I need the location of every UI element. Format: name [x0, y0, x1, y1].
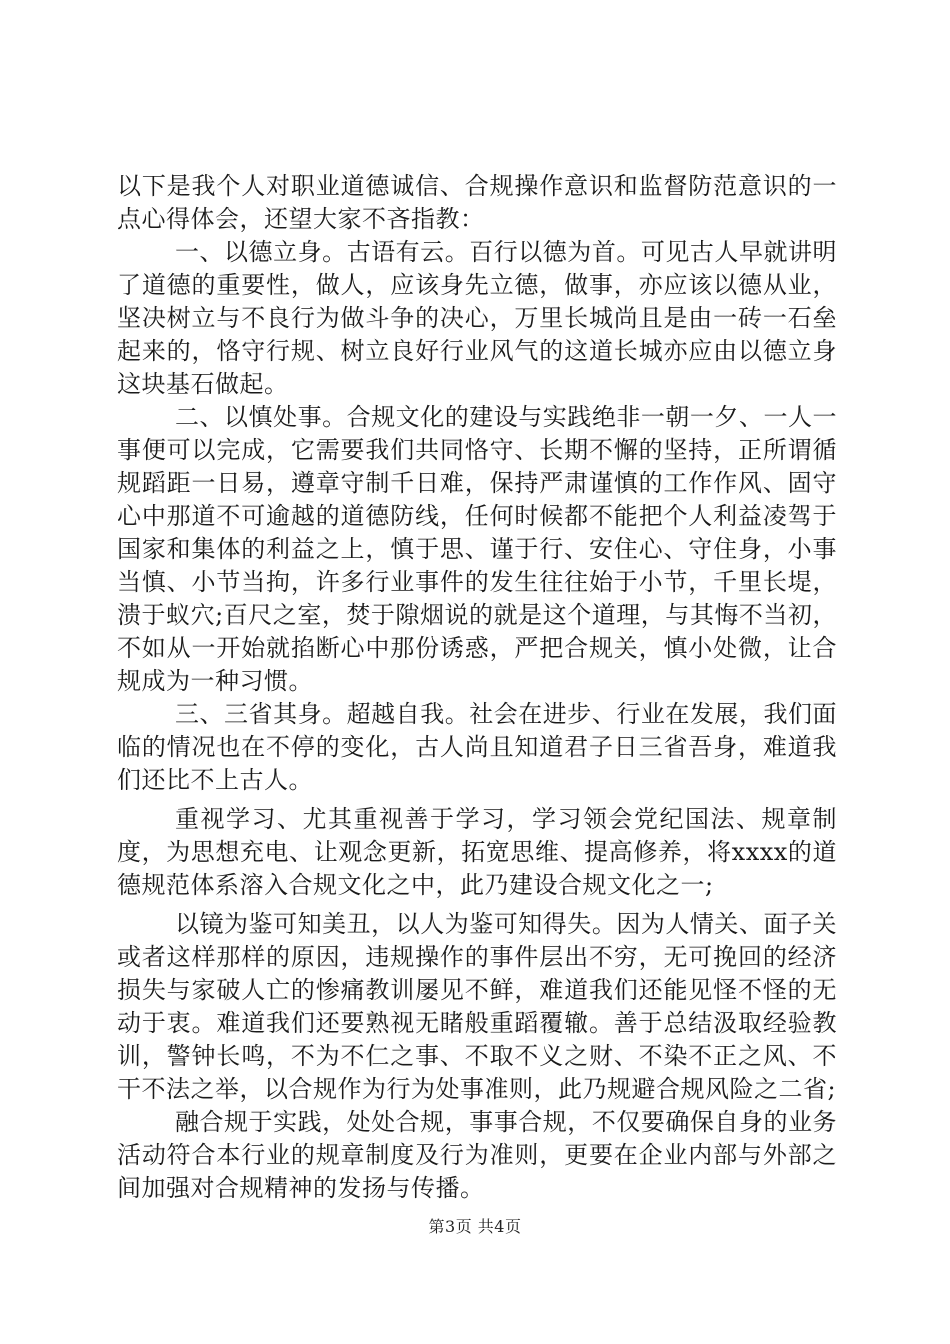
paragraph-intro: 以下是我个人对职业道德诚信、合规操作意识和监督防范意识的一点心得体会，还望大家不吝指教：	[117, 172, 837, 233]
document-body	[117, 170, 837, 1205]
paragraph-mirror: 以镜为鉴可知美丑，以人为鉴可知得失。因为人情关、面子关或者这样那样的原因，违规操作的事件层出不穷，无可挽回的经济损失与家破人亡的惨痛教训屡见不鲜，难道我们还能见怪不怪的无动于衷。难道我们还要熟视无睹般重蹈覆辙。善于总结汲取经验教训，警钟长鸣，不为不仁之事、不取不义之财、不染不正之风、不干不法之举，以合规作为行为处事准则，此乃规避合规风险之二省;	[117, 910, 837, 1103]
paragraph-practice: 融合规于实践，处处合规，事事合规，不仅要确保自身的业务活动符合本行业的规章制度及行为准则，更要在企业内部与外部之间加强对合规精神的发扬与传播。	[117, 1108, 837, 1202]
paragraph-section-three: 三、三省其身。超越自我。社会在进步、行业在发展，我们面临的情况也在不停的变化，古人尚且知道君子日三省吾身，难道我们还比不上古人。	[117, 700, 837, 794]
paragraph-section-one: 一、以德立身。古语有云。百行以德为首。可见古人早就讲明了道德的重要性，做人，应该身先立德，做事，亦应该以德从业，坚决树立与不良行为做斗争的决心，万里长城尚且是由一砖一石垒起来的，恪守行规、树立良好行业风气的这道长城亦应由以德立身这块基石做起。	[117, 238, 837, 398]
paragraph-study: 重视学习、尤其重视善于学习，学习领会党纪国法、规章制度，为思想充电、让观念更新，拓宽思维、提高修养，将xxxx的道德规范体系溶入合规文化之中，此乃建设合规文化之一;	[117, 805, 837, 899]
page-number-footer: 第3页 共4页	[428, 1217, 522, 1236]
paragraph-section-two: 二、以慎处事。合规文化的建设与实践绝非一朝一夕、一人一事便可以完成，它需要我们共同恪守、长期不懈的坚持，正所谓循规蹈距一日易，遵章守制千日难，保持严肃谨慎的工作作风、固守心中那道不可逾越的道德防线，任何时候都不能把个人利益凌驾于国家和集体的利益之上，慎于思、谨于行、安住心、守住身，小事当慎、小节当拘，许多行业事件的发生往往始于小节，千里长堤，溃于蚁穴;百尺之室，焚于隙烟说的就是这个道理，与其悔不当初，不如从一开始就掐断心中那份诱惑，严把合规关，慎小处微，让合规成为一种习惯。	[117, 403, 837, 695]
